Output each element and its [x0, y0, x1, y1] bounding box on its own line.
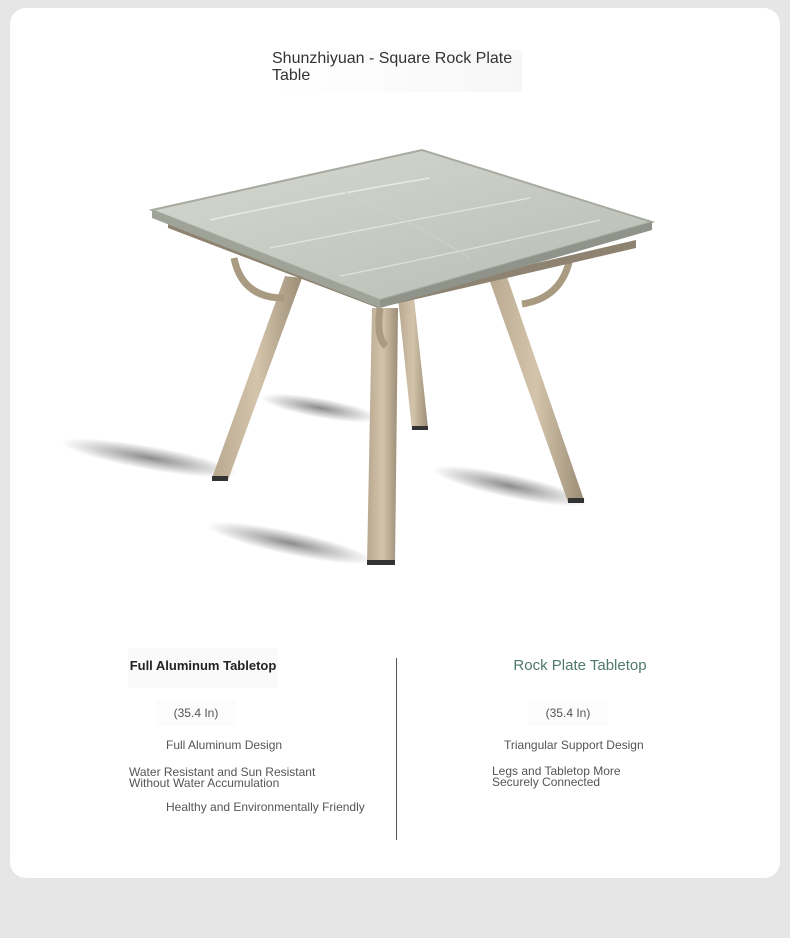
right-feature-2: Legs and Tabletop More Securely Connected — [492, 764, 621, 789]
right-feature-1: Triangular Support Design — [504, 738, 644, 752]
product-image — [10, 8, 780, 608]
left-feature-1: Full Aluminum Design — [166, 738, 283, 752]
right-heading: Rock Plate Tabletop — [513, 657, 647, 674]
product-title: Shunzhiyuan - Square Rock Plate Table — [272, 50, 522, 92]
right-size: (35.4 In) — [528, 700, 608, 726]
product-card — [10, 8, 780, 878]
left-feature-3: Healthy and Environmentally Friendly — [166, 800, 365, 814]
column-divider — [396, 658, 397, 840]
left-feature-2: Water Resistant and Sun Resistant Without Water Accumulation — [129, 765, 316, 790]
left-size: (35.4 In) — [156, 700, 236, 726]
left-heading: Full Aluminum Tabletop — [128, 648, 278, 688]
